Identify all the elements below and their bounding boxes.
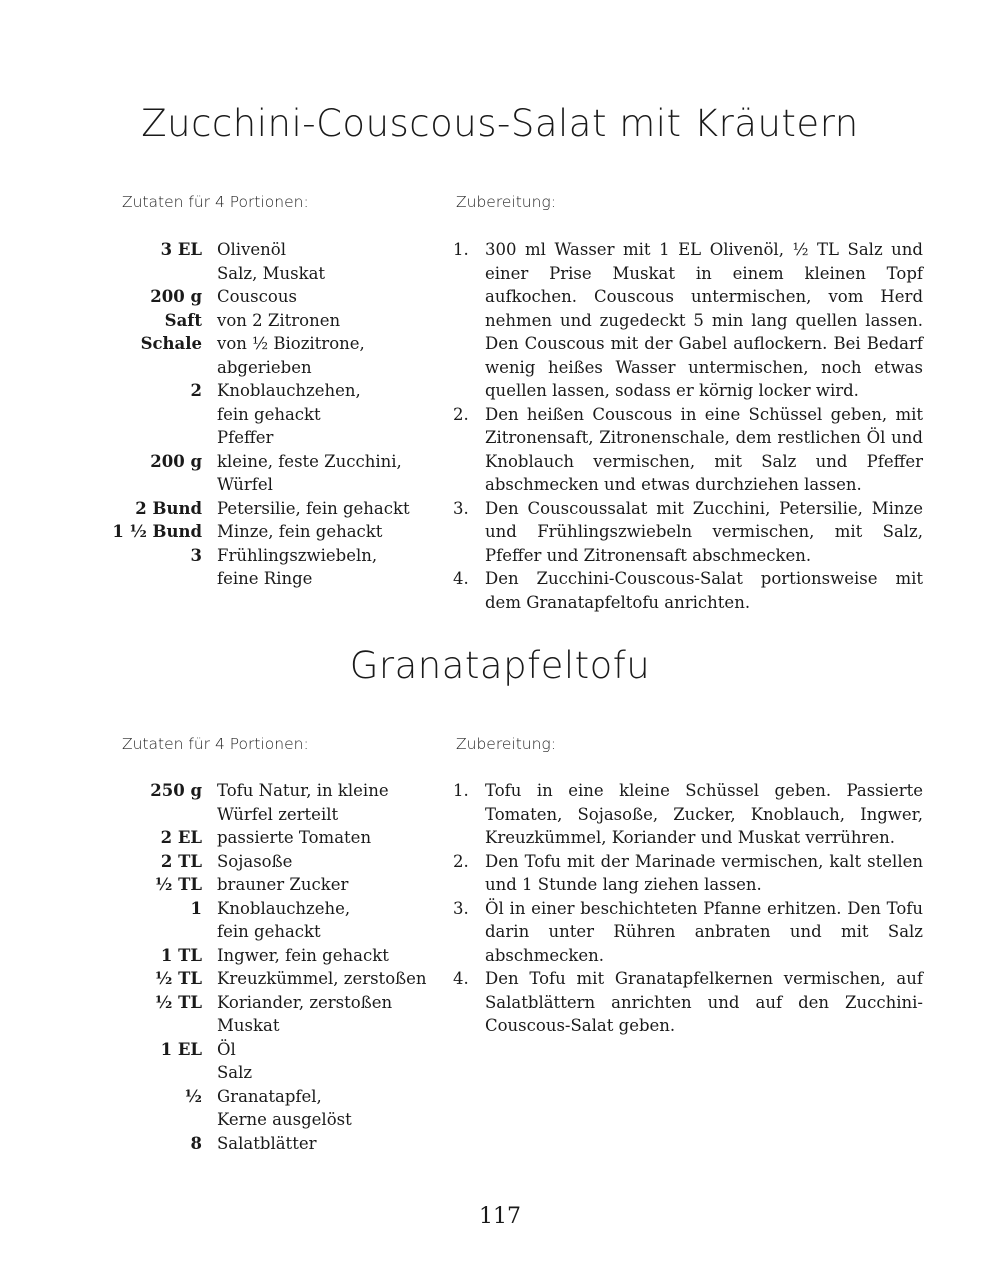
ingredient-name	[217, 262, 440, 286]
ingredient-line: Würfel	[217, 475, 273, 494]
preparation-label: Zubereitung:	[456, 193, 556, 211]
ingredient-name	[217, 520, 440, 544]
ingredient-line: Kerne ausgelöst	[217, 1110, 352, 1129]
step-number: 2.	[453, 851, 469, 871]
ingredient-row	[110, 1132, 440, 1156]
recipe-title: Granatapfeltofu	[349, 644, 651, 687]
step-number: 1.	[453, 240, 469, 259]
ingredient-line: Granatapfel,	[217, 1086, 322, 1106]
step-text: 300 ml Wasser mit 1 EL Olivenöl, ½ TL Salz und einer Prise Muskat in einem kleinen Topf aufkochen. Couscous untermischen, vom Herd nehmen und zugedeckt 5 min lang quellen lassen. Den Couscous mit der Gabel auflockern. Bei Bedarf wenig heißes Wasser untermischen, noch etwas quellen lassen, sodass er körnig locker wird.	[485, 240, 923, 400]
ingredient-name	[217, 873, 440, 897]
ingredient-line: kleine, feste Zucchini,	[217, 451, 402, 471]
ingredient-row	[110, 450, 440, 497]
ingredient-row	[110, 497, 440, 521]
ingredient-name	[217, 285, 440, 309]
ingredient-quantity	[110, 262, 217, 286]
ingredient-row	[110, 826, 440, 850]
ingredient-line: brauner Zucker	[217, 875, 349, 894]
step-number: 4.	[453, 569, 469, 588]
ingredient-name	[217, 1061, 440, 1085]
ingredient-quantity: ½	[184, 1086, 202, 1106]
step-number: 4.	[453, 969, 469, 988]
ingredient-row	[110, 379, 440, 426]
step-item	[453, 967, 923, 1038]
ingredient-line: Öl	[217, 1039, 236, 1059]
step-text: Den Couscoussalat mit Zucchini, Petersilie, Minze und Frühlingszwiebeln vermischen, mit Salz, Pfeffer und Zitronensaft abschmecken.	[485, 498, 923, 565]
ingredient-line: Couscous	[217, 287, 297, 306]
ingredient-row	[110, 1085, 440, 1132]
ingredient-name	[217, 779, 440, 826]
ingredient-name	[217, 379, 440, 426]
ingredient-line: Salatblätter	[217, 1133, 317, 1153]
ingredient-row	[110, 897, 440, 944]
ingredient-quantity: 2 TL	[160, 851, 202, 871]
ingredient-line: fein gehackt	[217, 404, 321, 424]
ingredient-line: Minze, fein gehackt	[217, 522, 383, 541]
ingredient-line: von 2 Zitronen	[217, 310, 341, 330]
ingredient-name	[217, 309, 440, 333]
ingredient-line: fein gehackt	[217, 922, 321, 941]
ingredient-quantity: 2	[190, 381, 202, 400]
ingredient-row	[110, 285, 440, 309]
step-text: Den Zucchini-Couscous-Salat portionsweise mit dem Granatapfeltofu anrichten.	[485, 569, 923, 612]
ingredient-quantity: 2 Bund	[135, 498, 202, 518]
ingredient-quantity	[110, 1014, 217, 1038]
ingredient-line: Salz, Muskat	[217, 263, 326, 283]
ingredient-quantity: 200 g	[150, 451, 202, 471]
ingredient-row	[110, 1014, 440, 1038]
ingredient-line: Kreuzkümmel, zerstoßen	[217, 969, 427, 988]
ingredients-label: Zutaten für 4 Portionen:	[122, 735, 309, 753]
ingredient-row	[110, 332, 440, 379]
ingredient-line: Frühlingszwiebeln,	[217, 545, 378, 565]
ingredient-row	[110, 967, 440, 991]
step-item	[453, 567, 923, 614]
preparation-label: Zubereitung:	[456, 735, 556, 753]
ingredient-quantity: Schale	[140, 334, 202, 353]
ingredient-row	[110, 309, 440, 333]
step-item	[453, 238, 923, 403]
ingredient-row	[110, 1061, 440, 1085]
ingredient-row	[110, 426, 440, 450]
step-number: 1.	[453, 781, 469, 800]
ingredient-quantity: 1 TL	[160, 945, 202, 965]
ingredient-line: Koriander, zerstoßen	[217, 992, 393, 1012]
step-item	[453, 897, 923, 968]
ingredients-label: Zutaten für 4 Portionen:	[122, 193, 309, 211]
ingredient-name	[217, 497, 440, 521]
ingredient-line: Pfeffer	[217, 428, 274, 447]
step-item	[453, 497, 923, 568]
step-text: Den Tofu mit Granatapfelkernen vermischen, auf Salatblättern anrichten und auf den Zucchini-Couscous-Salat geben.	[485, 969, 923, 1035]
ingredient-row	[110, 873, 440, 897]
ingredient-quantity: ½ TL	[155, 992, 202, 1012]
step-text: Den Tofu mit der Marinade vermischen, kalt stellen und 1 Stunde lang ziehen lassen.	[485, 851, 923, 894]
step-item	[453, 779, 923, 850]
ingredient-row	[110, 850, 440, 874]
page-number: 117	[479, 1204, 521, 1229]
ingredient-line: abgerieben	[217, 357, 312, 377]
ingredient-line: Würfel zerteilt	[217, 804, 339, 824]
ingredient-line: Knoblauchzehen,	[217, 381, 361, 400]
ingredient-name	[217, 967, 440, 991]
ingredient-line: Ingwer, fein gehackt	[217, 945, 389, 965]
ingredient-quantity	[110, 1061, 217, 1085]
ingredient-quantity: ½ TL	[155, 969, 202, 988]
ingredient-quantity: ½ TL	[155, 875, 202, 894]
ingredient-name	[217, 1132, 440, 1156]
ingredient-name	[217, 1085, 440, 1132]
ingredient-row	[110, 238, 440, 262]
step-item	[453, 850, 923, 897]
ingredient-list	[110, 238, 440, 591]
ingredient-quantity: 1	[190, 898, 202, 918]
ingredient-row	[110, 991, 440, 1015]
ingredient-line: Tofu Natur, in kleine	[217, 781, 389, 800]
ingredient-name	[217, 332, 440, 379]
ingredient-name	[217, 991, 440, 1015]
ingredient-name	[217, 426, 440, 450]
ingredient-name	[217, 826, 440, 850]
ingredient-quantity: 8	[190, 1133, 202, 1153]
step-text: Tofu in eine kleine Schüssel geben. Passierte Tomaten, Sojasoße, Zucker, Knoblauch, Ingwer, Kreuzkümmel, Koriander und Muskat verrühren.	[485, 781, 923, 847]
ingredient-line: passierte Tomaten	[217, 828, 372, 847]
ingredient-row	[110, 262, 440, 286]
ingredient-name	[217, 1014, 440, 1038]
ingredient-name	[217, 944, 440, 968]
ingredient-line: Petersilie, fein gehackt	[217, 498, 410, 518]
step-text: Öl in einer beschichteten Pfanne erhitzen. Den Tofu darin unter Rühren anbraten und mit Salz abschmecken.	[485, 898, 923, 965]
ingredient-row	[110, 1038, 440, 1062]
step-number: 3.	[453, 898, 469, 918]
step-number: 2.	[453, 404, 469, 424]
ingredient-row	[110, 779, 440, 826]
ingredient-name	[217, 850, 440, 874]
ingredient-row	[110, 944, 440, 968]
preparation-steps	[453, 238, 923, 614]
ingredient-quantity: 3	[190, 545, 202, 565]
ingredient-name	[217, 450, 440, 497]
step-text: Den heißen Couscous in eine Schüssel geben, mit Zitronensaft, Zitronenschale, dem restlichen Öl und Knoblauch vermischen, mit Salz und Pfeffer abschmecken und etwas durchziehen lassen.	[485, 404, 923, 494]
ingredient-name	[217, 1038, 440, 1062]
ingredient-quantity	[110, 426, 217, 450]
ingredient-line: feine Ringe	[217, 569, 313, 588]
ingredient-name	[217, 897, 440, 944]
preparation-steps	[453, 779, 923, 1038]
ingredient-line: Salz	[217, 1063, 253, 1082]
ingredient-list	[110, 779, 440, 1155]
ingredient-line: Muskat	[217, 1016, 280, 1035]
ingredient-quantity: 1 EL	[160, 1039, 202, 1059]
ingredient-quantity: 3 EL	[160, 240, 202, 259]
ingredient-name	[217, 544, 440, 591]
ingredient-line: von ½ Biozitrone,	[217, 334, 365, 353]
ingredient-row	[110, 544, 440, 591]
ingredient-quantity: 250 g	[150, 781, 202, 800]
ingredient-line: Sojasoße	[217, 851, 293, 871]
ingredient-row	[110, 520, 440, 544]
ingredient-quantity: 1 ½ Bund	[112, 522, 202, 541]
recipe-title: Zucchini-Couscous-Salat mit Kräutern	[141, 102, 859, 145]
ingredient-line: Knoblauchzehe,	[217, 898, 351, 918]
ingredient-quantity: 200 g	[150, 287, 202, 306]
ingredient-quantity: Saft	[164, 310, 202, 330]
step-number: 3.	[453, 498, 469, 518]
ingredient-name	[217, 238, 440, 262]
ingredient-line: Olivenöl	[217, 240, 287, 259]
step-item	[453, 403, 923, 497]
ingredient-quantity: 2 EL	[160, 828, 202, 847]
